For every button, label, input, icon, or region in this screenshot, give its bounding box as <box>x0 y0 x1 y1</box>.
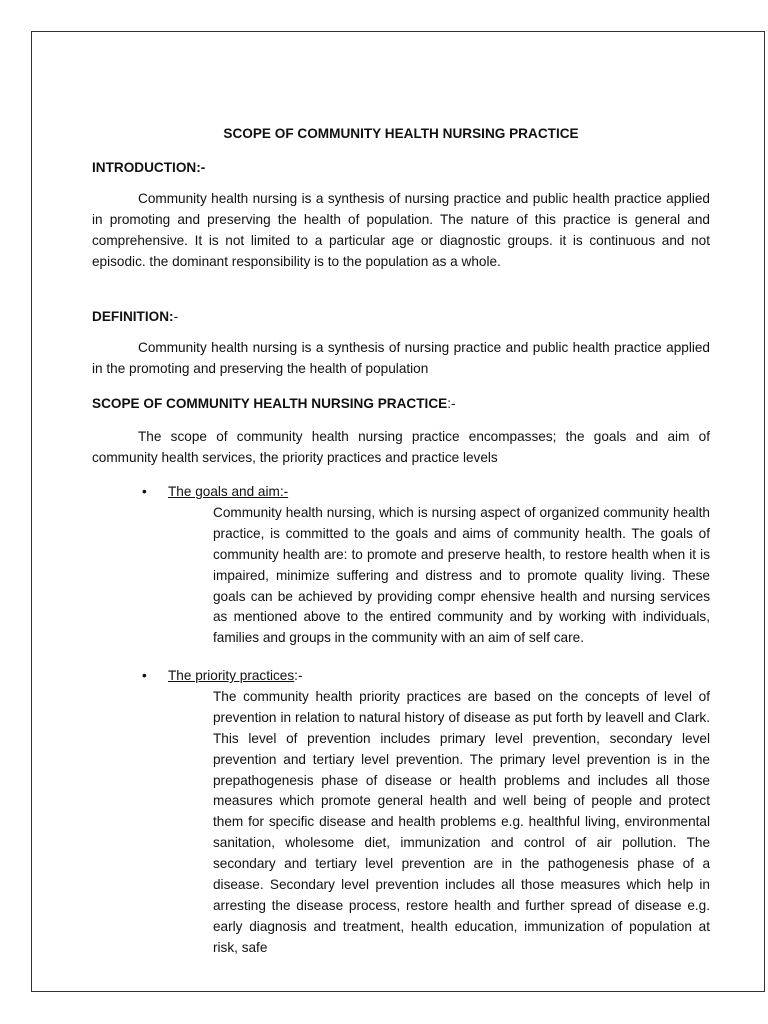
bullet-label-text: The goals and aim:- <box>168 484 289 499</box>
definition-heading-bold: DEFINITION: <box>92 309 174 324</box>
bullet-label-text: The priority practices <box>168 668 295 683</box>
bullet-icon: • <box>142 484 147 499</box>
document-page <box>31 31 765 992</box>
document-title: SCOPE OF COMMUNITY HEALTH NURSING PRACTICE <box>223 126 579 141</box>
introduction-paragraph: Community health nursing is a synthesis of nursing practice and public health practice applied in promoting and preserving the health of population. The nature of this practice is general and comprehensive. It is not limited to a particular age or diagnostic groups. it is continuous and not episodic. the dominant responsibility is to the population as a whole. <box>92 191 710 269</box>
scope-heading-bold: SCOPE OF COMMUNITY HEALTH NURSING PRACTICE <box>92 396 448 411</box>
scope-heading-suffix: :- <box>447 396 456 411</box>
definition-paragraph: Community health nursing is a synthesis of nursing practice and public health practice applied in the promoting and preserving the health of population <box>92 340 710 376</box>
definition-heading-suffix: - <box>173 309 179 324</box>
scope-paragraph: The scope of community health nursing practice encompasses; the goals and aim of community health services, the priority practices and practice levels <box>92 429 710 465</box>
bullet-body: The community health priority practices are based on the concepts of level of prevention in relation to natural history of disease as put forth by leavell and Clark. This level of prevention includes primary level prevention, secondary level prevention and tertiary level prevention. The primary level prevention is in the prepathogenesis phase of disease or health problems and includes all those measures which promote general health and well being of people and protect them for specific disease and health problems e.g. healthful living, environmental sanitation, wholesome diet, immunization and control of air pollution. The secondary and tertiary level prevention are in the pathogenesis phase of a disease. Secondary level prevention includes all those measures which help in arresting the disease process, restore health and further spread of disease e.g. early diagnosis and treatment, health education, immunization of population at risk, safe <box>213 688 710 955</box>
bullet-label <box>168 666 302 687</box>
introduction-heading-text: INTRODUCTION:- <box>92 160 206 175</box>
definition-heading <box>92 307 710 327</box>
bullet-icon: • <box>142 668 147 683</box>
scope-heading <box>92 394 710 414</box>
introduction-heading <box>92 158 710 178</box>
bullet-label-suffix: :- <box>294 668 303 683</box>
bullet-body: Community health nursing, which is nursing aspect of organized community health practice, is committed to the goals and aims of community health. The goals of community health are: to promote and preserve health, to restore health when it is impaired, minimize suffering and distress and to promote quality living. These goals can be achieved by providing compr ehensive health and nursing services as mentioned above to the entired community and by working with individuals, families and groups in the community with an aim of self care. <box>213 504 710 646</box>
bullet-label <box>168 482 288 503</box>
